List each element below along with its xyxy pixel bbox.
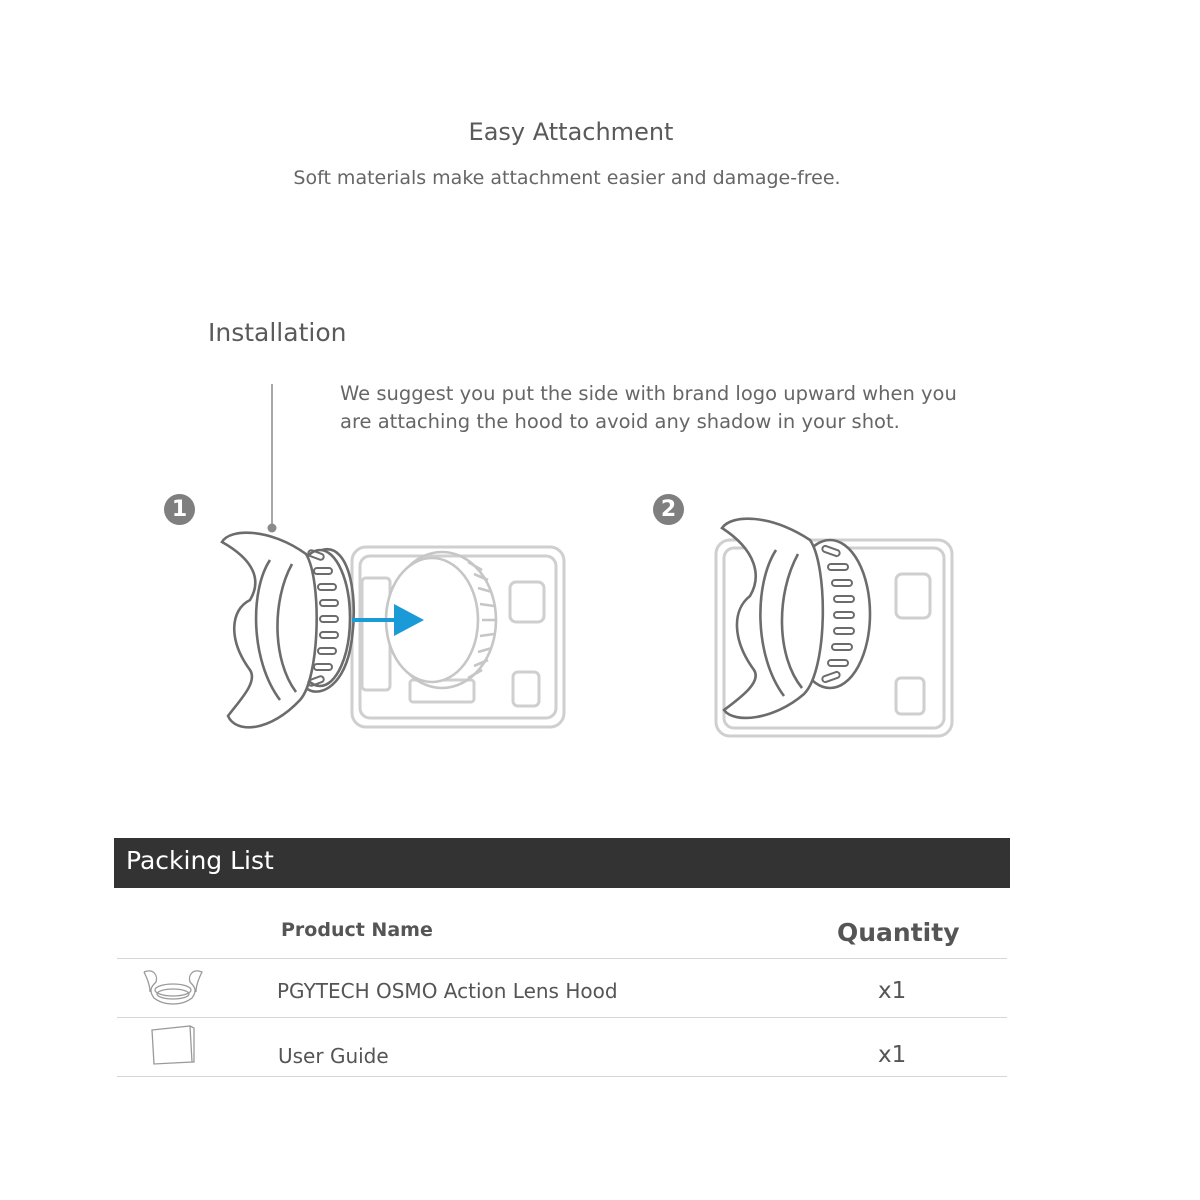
lens-hood-attached [722,519,870,718]
row-1-product-name: PGYTECH OSMO Action Lens Hood [277,979,618,1003]
packing-list-title: Packing List [126,846,274,875]
feature-subtitle: Soft materials make attachment easier and damage-free. [293,167,841,189]
installation-title: Installation [208,318,347,347]
booklet-icon [150,1024,196,1066]
lens-hood-icon [140,964,206,1008]
lens-hood [222,533,354,728]
column-quantity: Quantity [837,918,960,947]
table-row [150,1024,196,1070]
table-divider [117,1017,1007,1018]
table-divider [117,958,1007,959]
column-product-name: Product Name [281,919,433,941]
row-2-product-name: User Guide [278,1044,389,1068]
step-2-badge: 2 [653,494,684,525]
step-1-badge: 1 [164,494,195,525]
step-1-illustration [210,520,580,745]
table-divider [117,1076,1007,1077]
step-2-illustration [710,510,960,745]
callout-line [262,384,282,536]
row-1-quantity: x1 [878,978,907,1004]
feature-title: Easy Attachment [468,118,674,146]
row-2-quantity: x1 [878,1042,907,1068]
packing-list-header [114,838,1010,888]
table-row [140,964,206,1012]
installation-note: We suggest you put the side with brand logo upward when you are attaching the hood to avoid any shadow in your shot. [340,382,957,433]
